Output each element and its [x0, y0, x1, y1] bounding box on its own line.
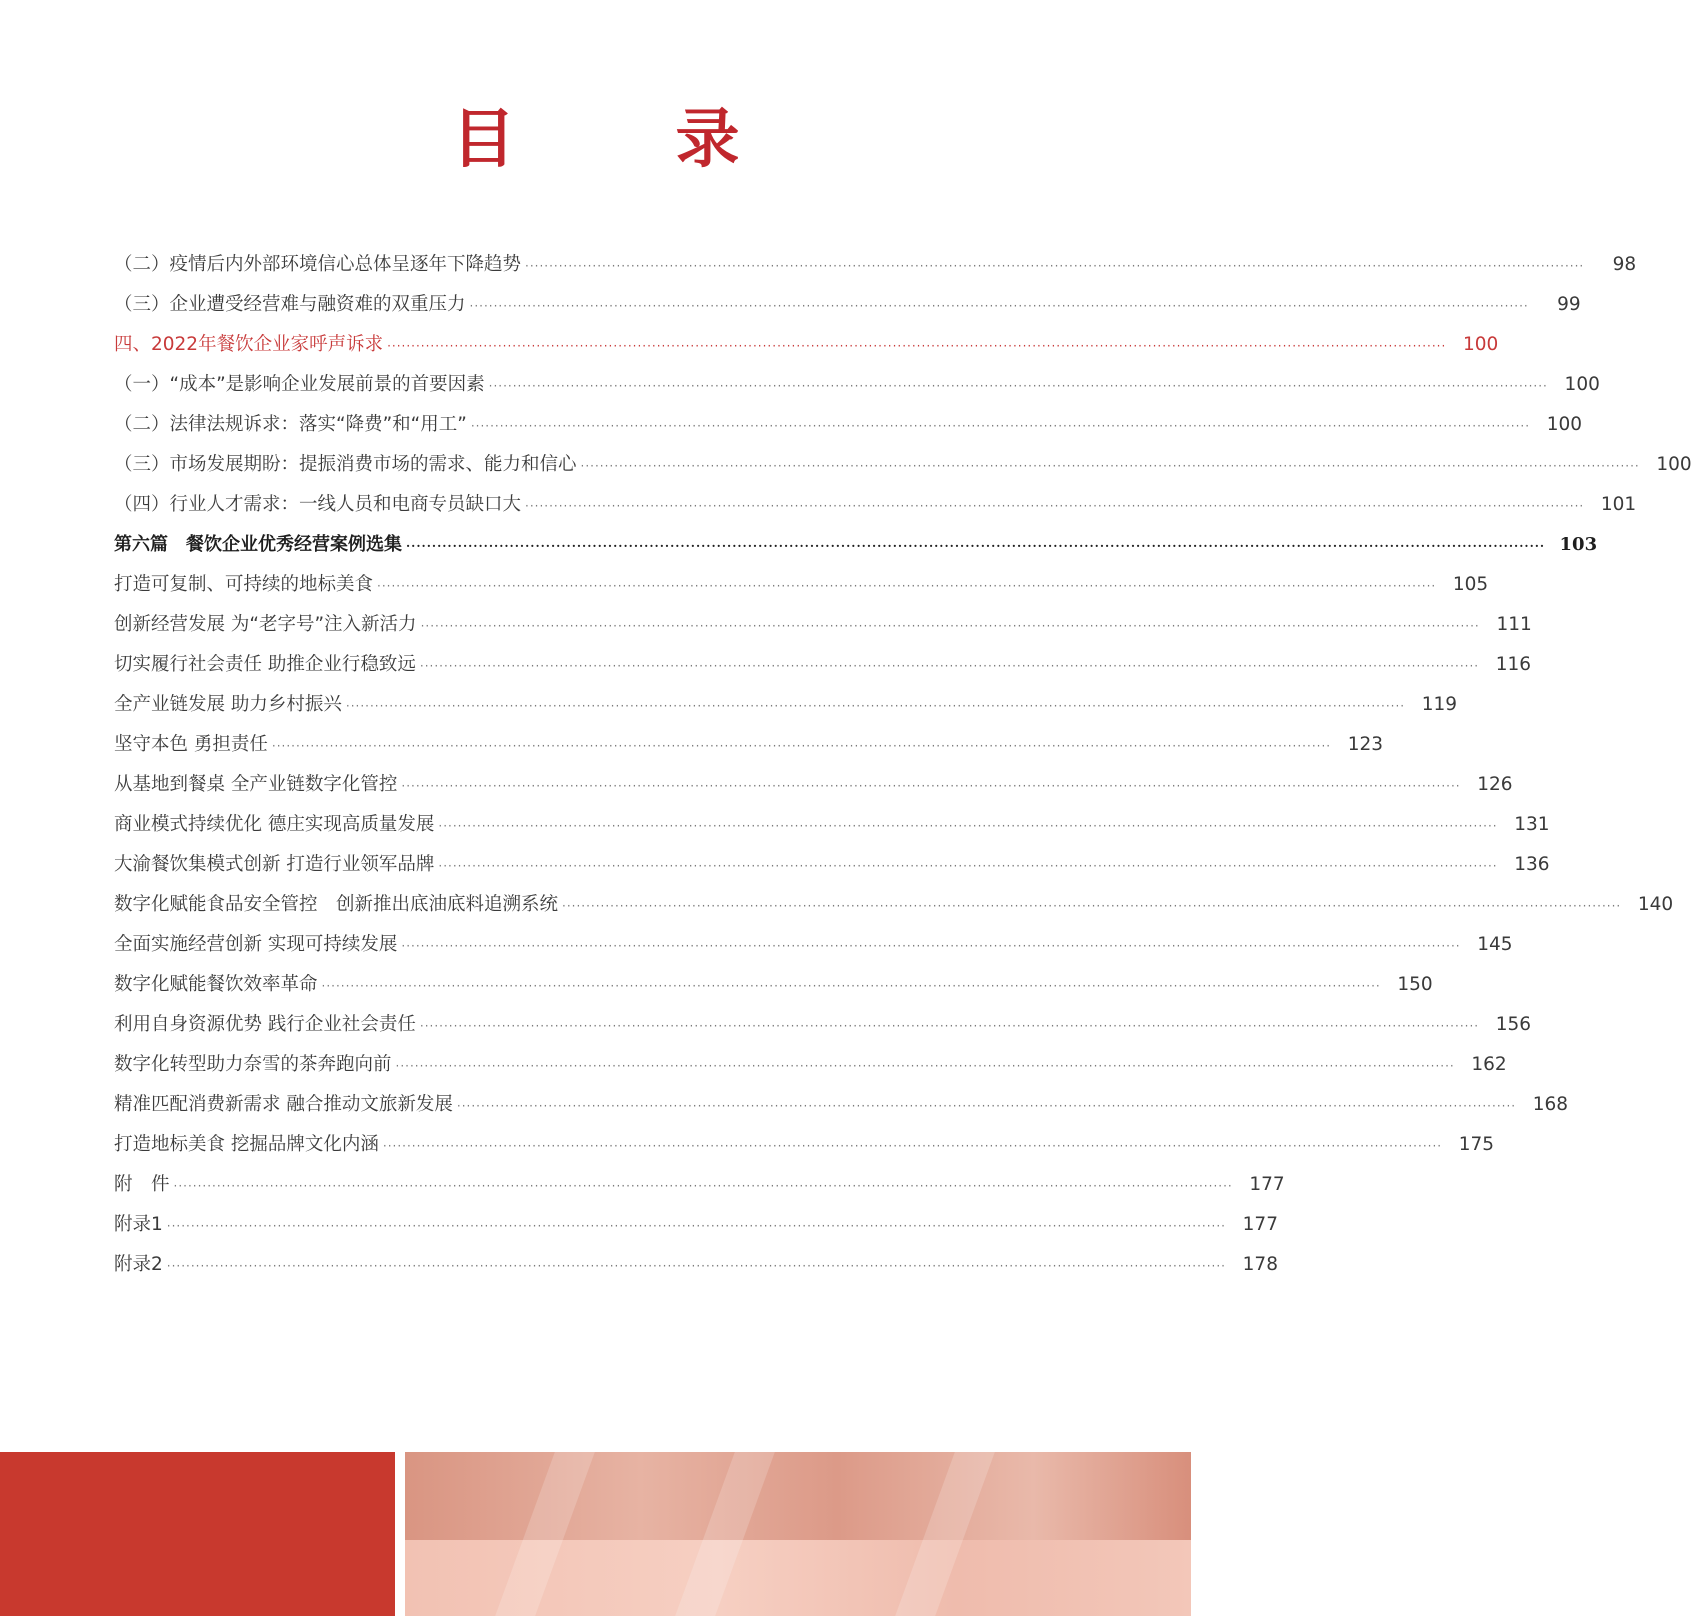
toc-entry[interactable] [114, 285, 1581, 325]
toc-entry[interactable] [114, 965, 1433, 1005]
toc-entry-title: （三）市场发展期盼：提振消费市场的需求、能力和信心 [114, 454, 577, 475]
toc-entry-title: 打造地标美食 挖掘品牌文化内涵 [114, 1134, 379, 1155]
toc-page-number: 99 [1557, 294, 1581, 315]
table-of-contents [114, 245, 1692, 1285]
toc-entry-title: 附录1 [114, 1214, 163, 1235]
toc-entry-title: 全面实施经营创新 实现可持续发展 [114, 934, 398, 955]
toc-page-number: 116 [1495, 654, 1532, 675]
toc-leader-dots: ···························································································································································································································· [401, 779, 1461, 793]
toc-leader-dots: ···························································································································································································································· [525, 499, 1585, 513]
toc-leader-dots: ···························································································································································································································· [173, 1179, 1233, 1193]
toc-entry-title: （二）法律法规诉求：落实“降费”和“用工” [114, 414, 467, 435]
toc-entry-title: （二）疫情后内外部环境信心总体呈逐年下降趋势 [114, 254, 522, 275]
toc-leader-dots: ···························································································································································································································· [525, 259, 1585, 273]
toc-entry-title: （一）“成本”是影响企业发展前景的首要因素 [114, 374, 485, 395]
toc-page-number: 100 [1656, 454, 1692, 475]
toc-entry[interactable] [114, 845, 1550, 885]
toc-leader-dots: ···························································································································································································································· [420, 619, 1480, 633]
toc-leader-dots: ···························································································································································································································· [580, 459, 1640, 473]
toc-entry[interactable] [114, 405, 1583, 445]
toc-entry[interactable] [114, 485, 1637, 525]
toc-page-number: 175 [1458, 1134, 1495, 1155]
toc-entry[interactable] [114, 445, 1692, 485]
toc-entry-title: 数字化赋能餐饮效率革命 [114, 974, 318, 995]
toc-page-number: 177 [1249, 1174, 1285, 1195]
toc-page-number: 162 [1471, 1054, 1507, 1075]
toc-entry[interactable] [114, 1045, 1507, 1085]
toc-leader-dots: ···························································································································································································································· [166, 1219, 1226, 1233]
toc-entry[interactable] [114, 765, 1513, 805]
toc-page-number: 111 [1496, 614, 1532, 635]
toc-page-number: 156 [1495, 1014, 1532, 1035]
toc-page-number: 131 [1514, 814, 1550, 835]
toc-entry[interactable] [114, 1005, 1532, 1045]
toc-entry[interactable] [114, 245, 1637, 285]
toc-leader-dots: ···························································································································································································································· [382, 1139, 1443, 1153]
toc-leader-dots: ···························································································································································································································· [438, 859, 1498, 873]
toc-page-number: 100 [1462, 334, 1499, 355]
toc-page-number: 168 [1532, 1094, 1569, 1115]
toc-page-number: 150 [1397, 974, 1433, 995]
toc-entry[interactable] [114, 925, 1513, 965]
toc-page-number: 98 [1612, 254, 1637, 275]
toc-entry-title: （四）行业人才需求：一线人员和电商专员缺口大 [114, 494, 522, 515]
toc-entry[interactable] [114, 725, 1384, 765]
toc-page-number: 177 [1242, 1214, 1278, 1235]
toc-entry-title: 精准匹配消费新需求 融合推动文旅新发展 [114, 1094, 453, 1115]
toc-page-number: 178 [1242, 1254, 1278, 1275]
toc-page-number: 100 [1546, 414, 1583, 435]
toc-entry-title: 商业模式持续优化 德庄实现高质量发展 [114, 814, 435, 835]
toc-entry-title: 利用自身资源优势 践行企业社会责任 [114, 1014, 416, 1035]
toc-entry-title: 第六篇 餐饮企业优秀经营案例选集 [114, 534, 402, 555]
toc-page-number: 119 [1421, 694, 1458, 715]
toc-entry[interactable] [114, 1085, 1569, 1125]
toc-page-number: 140 [1637, 894, 1674, 915]
toc-leader-dots: ···························································································································································································································· [470, 419, 1531, 433]
toc-page-number: 145 [1477, 934, 1513, 955]
toc-page-number: 105 [1452, 574, 1489, 595]
toc-entry-title: 全产业链发展 助力乡村振兴 [114, 694, 342, 715]
toc-entry-title: 打造可复制、可持续的地标美食 [114, 574, 374, 595]
toc-entry-title: 数字化赋能食品安全管控 创新推出底油底料追溯系统 [114, 894, 559, 915]
toc-leader-dots: ···························································································································································································································· [438, 819, 1498, 833]
toc-entry-title: 创新经营发展 为“老字号”注入新活力 [114, 614, 417, 635]
toc-leader-dots: ···························································································································································································································· [419, 1019, 1480, 1033]
toc-entry[interactable] [114, 885, 1674, 925]
toc-entry[interactable] [114, 645, 1532, 685]
toc-entry-title: 从基地到餐桌 全产业链数字化管控 [114, 774, 398, 795]
toc-leader-dots: ···························································································································································································································· [401, 939, 1461, 953]
toc-leader-dots: ···························································································································································································································· [562, 899, 1622, 913]
toc-entry[interactable] [114, 525, 1598, 565]
toc-leader-dots: ···························································································································································································································· [166, 1259, 1226, 1273]
toc-leader-dots: ···························································································································································································································· [387, 339, 1447, 353]
toc-entry-title: 坚守本色 勇担责任 [114, 734, 268, 755]
toc-entry-title: （三）企业遭受经营难与融资难的双重压力 [114, 294, 466, 315]
toc-leader-dots: ···························································································································································································································· [321, 979, 1381, 993]
page-title: 目 录 [451, 103, 788, 177]
toc-entry-title: 切实履行社会责任 助推企业行稳致远 [114, 654, 416, 675]
toc-page-number: 126 [1477, 774, 1513, 795]
toc-entry[interactable] [114, 565, 1489, 605]
toc-entry[interactable] [114, 685, 1458, 725]
toc-page-number: 100 [1564, 374, 1600, 395]
toc-leader-dots: ···························································································································································································································· [345, 699, 1406, 713]
toc-entry[interactable] [114, 1165, 1285, 1205]
toc-leader-dots: ···························································································································································································································· [469, 299, 1529, 313]
toc-entry[interactable] [114, 805, 1550, 845]
toc-entry[interactable] [114, 605, 1532, 645]
toc-page-number: 103 [1559, 534, 1598, 555]
toc-entry[interactable] [114, 1245, 1278, 1285]
toc-leader-dots: ···························································································································································································································· [271, 739, 1332, 753]
toc-entry-title: 附 件 [114, 1174, 170, 1195]
toc-entry-title: 四、2022年餐饮企业家呼声诉求 [114, 334, 384, 355]
toc-leader-dots: ···························································································································································································································· [488, 379, 1548, 393]
toc-entry[interactable] [114, 1125, 1495, 1165]
toc-entry-title: 附录2 [114, 1254, 163, 1275]
toc-entry[interactable] [114, 325, 1499, 365]
toc-page-number: 101 [1600, 494, 1637, 515]
toc-leader-dots: ···························································································································································································································· [395, 1059, 1455, 1073]
toc-entry-title: 数字化转型助力奈雪的茶奔跑向前 [114, 1054, 392, 1075]
footer-red-block [0, 1452, 395, 1616]
toc-entry[interactable] [114, 365, 1600, 405]
toc-leader-dots: ···························································································································································································································· [406, 539, 1546, 553]
toc-entry-title: 大渝餐饮集模式创新 打造行业领军品牌 [114, 854, 435, 875]
toc-page-number: 136 [1514, 854, 1550, 875]
toc-leader-dots: ···························································································································································································································· [377, 579, 1437, 593]
toc-page-number: 123 [1347, 734, 1384, 755]
toc-leader-dots: ···························································································································································································································· [456, 1099, 1517, 1113]
footer-photo-band [405, 1452, 1191, 1616]
toc-entry[interactable] [114, 1205, 1278, 1245]
toc-leader-dots: ···························································································································································································································· [419, 659, 1480, 673]
